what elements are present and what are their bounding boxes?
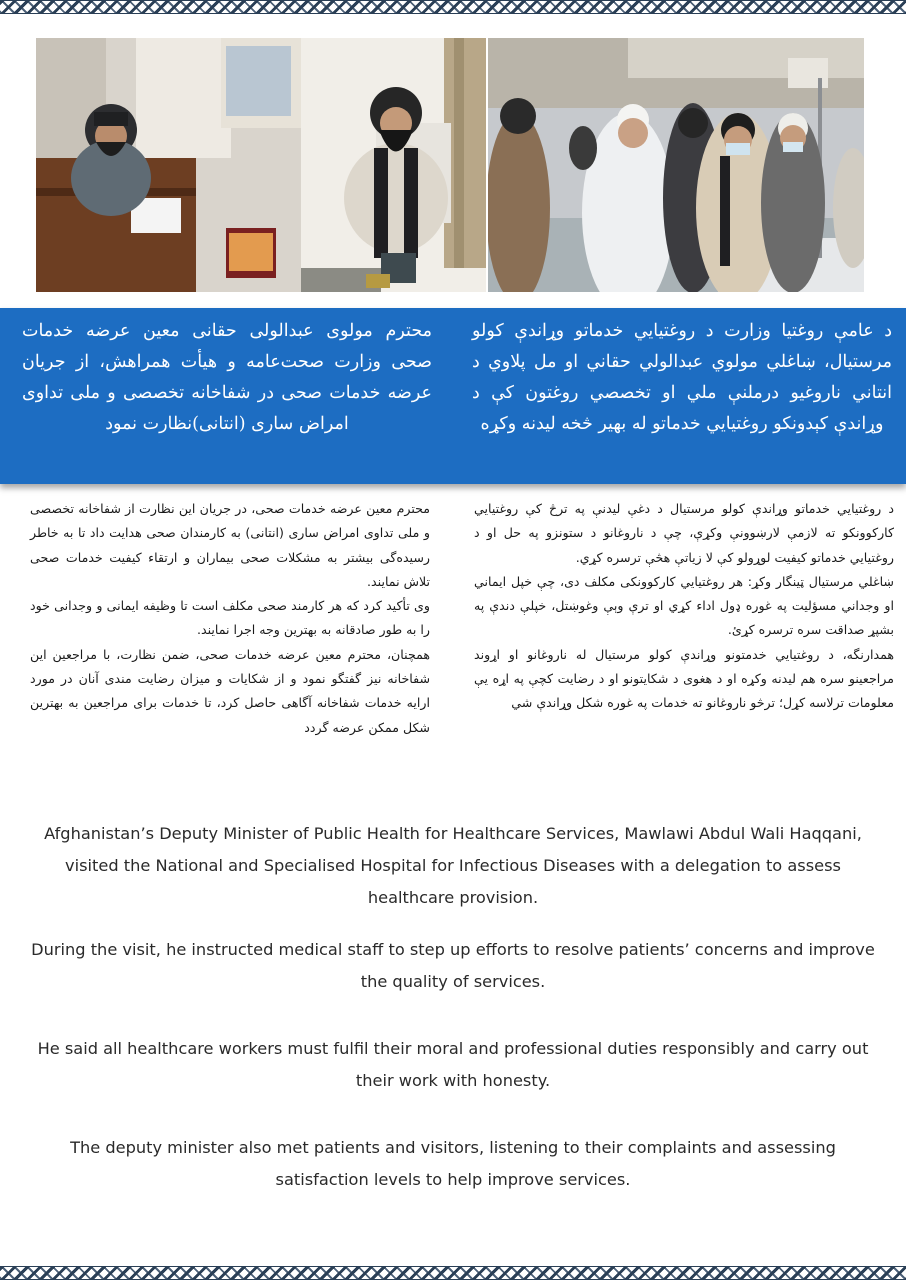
office-meeting-photo [36, 38, 486, 292]
dari-paragraph: همچنان، محترم معین عرضه خدمات صحی، ضمن نظارت، با مراجعین این شفاخانه نیز گفتگو نمود و از شکایات و میزان رضایت مندی آنان در مورد ارایه خدمات شفاخانه آگاهی حاصل کرد، تا خدمات برای مراجعین به بهترین شکل ممکن عرضه گردد [30, 646, 430, 735]
dari-paragraph: وی تأکید کرد که هر کارمند صحی مکلف است تا وظیفه ایمانی و وجدانی خود را به طور صادقانه به بهترین وجه اجرا نمایند. [30, 598, 430, 638]
dari-paragraph: محترم معین عرضه خدمات صحی، در جریان این نظارت از شفاخانه تخصصی و ملی تداوی امراض ساری (انتانی) به کارمندان صحی هدایت داد تا به خاطر رسیده‌گی بیشتر به مشکلات صحی بیماران و ارتقاء کیفیت خدمات صحی تلاش نمایند. [30, 501, 430, 589]
pashto-article-body [474, 497, 894, 716]
decorative-border-bottom [0, 1266, 906, 1280]
ward-visit-photo [488, 38, 864, 292]
banner-dari-headline: محترم مولوی عبدالولی حقانی معین عرضه خدمات صحی وزارت صحت‌عامه و هیأت همراهش، از جریان عرضه خدمات صحی در شفاخانه تخصصی و ملی تداوی امراض ساری (انتانی)نظارت نمود [22, 321, 432, 434]
pashto-paragraph: همدارنگه، د روغتيايي خدمتونو وړاندې كولو مرستيال له ناروغانو او اړوند مراجعينو سره هم ليدنه وكړه او د هغوى د شكايتونو او د رضايت كچې په اړه يې معلومات ترلاسه كړل؛ ترڅو ناروغانو ته خدمات په غوره شكل وړاندې شي [474, 646, 894, 711]
english-paragraph-instruction: During the visit, he instructed medical staff to step up efforts to resolve patients’ concerns and improve the quality of services. [31, 940, 875, 991]
photo-collage [36, 38, 864, 292]
banner-pashto-headline: د عامې روغتيا وزارت د روغتيايي خدماتو وړاندې كولو مرستيال، ښاغلي مولوي عبدالولي حقاني او مل پلاوي د انتاني ناروغيو درملنې ملي او تخصصي روغتون كې د وړاندې كېدونكو روغتيايي خدماتو له بهير څخه ليدنه وكړه [472, 321, 892, 434]
pashto-paragraph: ښاغلي مرستيال ټينگار وكړ: هر روغتيايي كاركوونكى مكلف دى، چې خپل ايماني او وجداني مسؤليت په غوره ډول اداء كړي او ترې وېې وغوښتل، خپلې دندې په بشپړ صداقت سره ترسره كړئ. [474, 573, 894, 638]
dari-article-body [30, 497, 430, 740]
pashto-paragraph: د روغتيايي خدماتو وړاندې كولو مرستيال د دغې ليدنې په ترڅ كې روغتيايي كاركوونكو ته لازمې لارښوونې وكړې، چې د ناروغانو د ستونزو په حل او د روغتيايي خدماتو كيفيت لوړولو كې لا زياتې هڅې ترسره كړي. [474, 501, 894, 565]
english-paragraph-patients: The deputy minister also met patients and visitors, listening to their complaints and assessing satisfaction levels to help improve services. [70, 1138, 836, 1189]
english-paragraph-intro: Afghanistan’s Deputy Minister of Public Health for Healthcare Services, Mawlawi Abdul Wali Haqqani, visited the National and Specialised Hospital for Infectious Diseases with a delegation to assess healthcare provision. [44, 824, 862, 907]
headline-banner [0, 308, 906, 484]
english-paragraph-duties: He said all healthcare workers must fulfil their moral and professional duties responsibly and carry out their work with honesty. [37, 1039, 869, 1090]
decorative-border-top [0, 0, 906, 14]
